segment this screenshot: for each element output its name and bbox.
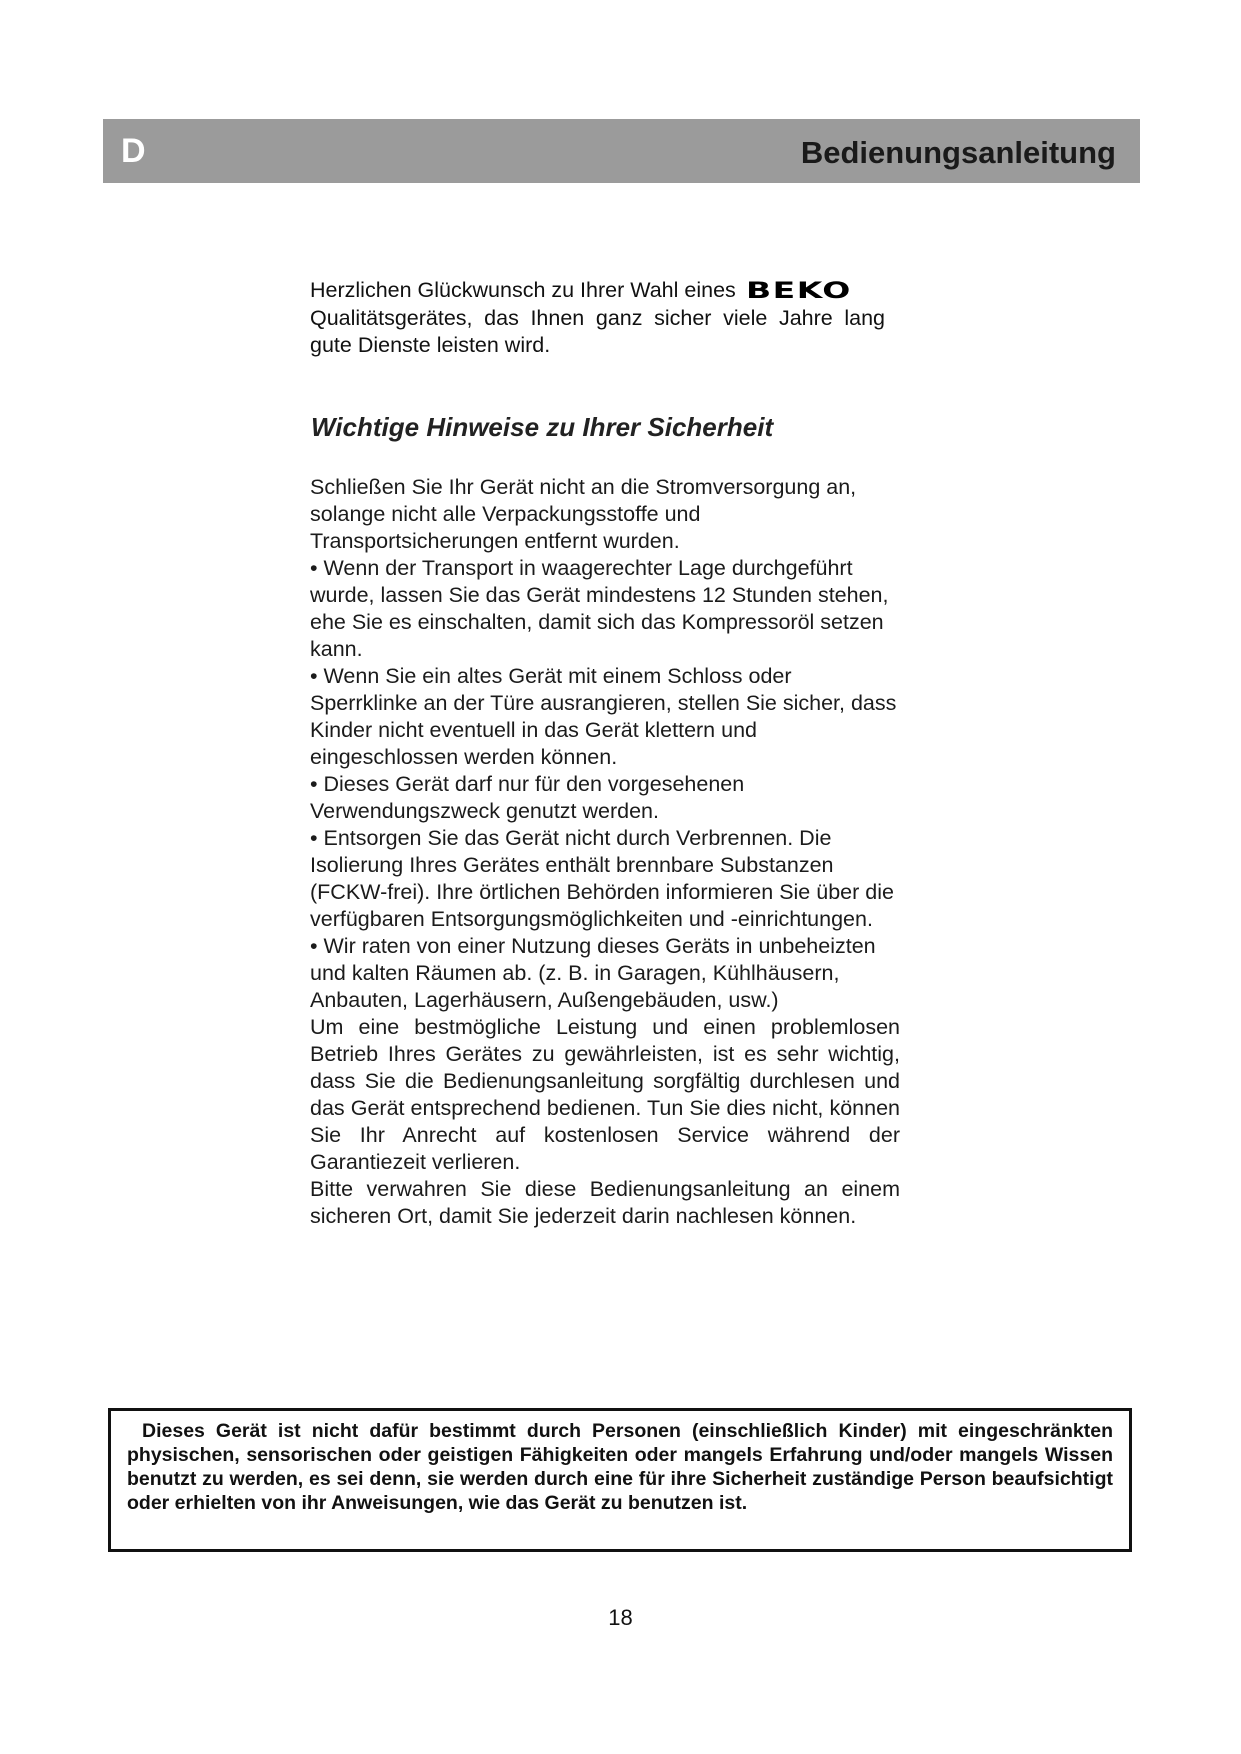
- paragraph-7: Um eine bestmögliche Leistung und einen problemlosen Betrieb Ihres Gerätes zu gewährleisten, ist es sehr wichtig, dass Sie die Bedienungsanleitung sorgfältig durchlesen und das Gerät entsprechend bedienen. Tun Sie dies nicht, können Sie Ihr Anrecht auf kostenlosen Service während der Garantiezeit verlieren.: [310, 1015, 900, 1174]
- paragraph-5: • Entsorgen Sie das Gerät nicht durch Verbrennen. Die Isolierung Ihres Gerätes enthält brennbare Substanzen (FCKW-frei). Ihre örtlichen Behörden informieren Sie über die verfügbaren Entsorgungsmöglichkeiten und -einrichtungen.: [310, 826, 894, 931]
- paragraph-4: • Dieses Gerät darf nur für den vorgesehenen Verwendungszweck genutzt werden.: [310, 772, 745, 823]
- language-label: D: [121, 132, 146, 170]
- notice-text: Dieses Gerät ist nicht dafür bestimmt durch Personen (einschließlich Kinder) mit eingeschränkten physischen, sensorischen oder geistigen Fähigkeiten oder mangels Erfahrung und/oder mangels Wissen benutzt zu werden, es sei denn, sie werden durch eine für ihre Sicherheit zuständige Person beaufsichtigt oder erhielten von ihr Anweisungen, wie das Gerät zu benutzen ist.: [127, 1420, 1113, 1514]
- paragraph-2: • Wenn der Transport in waagerechter Lage durchgeführt wurde, lassen Sie das Gerät mindestens 12 Stunden stehen, ehe Sie es einschalten, damit sich das Kompressoröl setzen kann.: [310, 556, 889, 661]
- page-number: 18: [608, 1605, 633, 1630]
- paragraph-1: Schließen Sie Ihr Gerät nicht an die Stromversorgung an, solange nicht alle Verpackungsstoffe und Transportsicherungen entfernt wurden.: [310, 475, 857, 553]
- paragraph-8: Bitte verwahren Sie diese Bedienungsanleitung an einem sicheren Ort, damit Sie jederzeit darin nachlesen können.: [310, 1177, 900, 1228]
- warning-notice-box: [108, 1408, 1132, 1552]
- intro-line: Herzlichen Glückwunsch zu Ihrer Wahl eines: [310, 278, 736, 302]
- intro-rest: Qualitätsgerätes, das Ihnen ganz sicher viele Jahre lang gute Dienste leisten wird.: [310, 305, 885, 357]
- paragraph-6: • Wir raten von einer Nutzung dieses Geräts in unbeheizten und kalten Räumen ab. (z. B. in Garagen, Kühlhäusern, Anbauten, Lagerhäusern, Außengebäuden, usw.): [310, 934, 876, 1012]
- beko-logo: BEKO: [745, 278, 852, 304]
- intro-paragraph: [310, 277, 885, 359]
- paragraph-3: • Wenn Sie ein altes Gerät mit einem Schloss oder Sperrklinke an der Türe ausrangieren, stellen Sie sicher, dass Kinder nicht eventuell in das Gerät klettern und eingeschlossen werden können.: [310, 664, 897, 769]
- section-title: Wichtige Hinweise zu Ihrer Sicherheit: [311, 412, 774, 442]
- header-bar: [103, 119, 1140, 183]
- safety-text: [310, 474, 900, 1230]
- page-title: Bedienungsanleitung: [800, 135, 1116, 170]
